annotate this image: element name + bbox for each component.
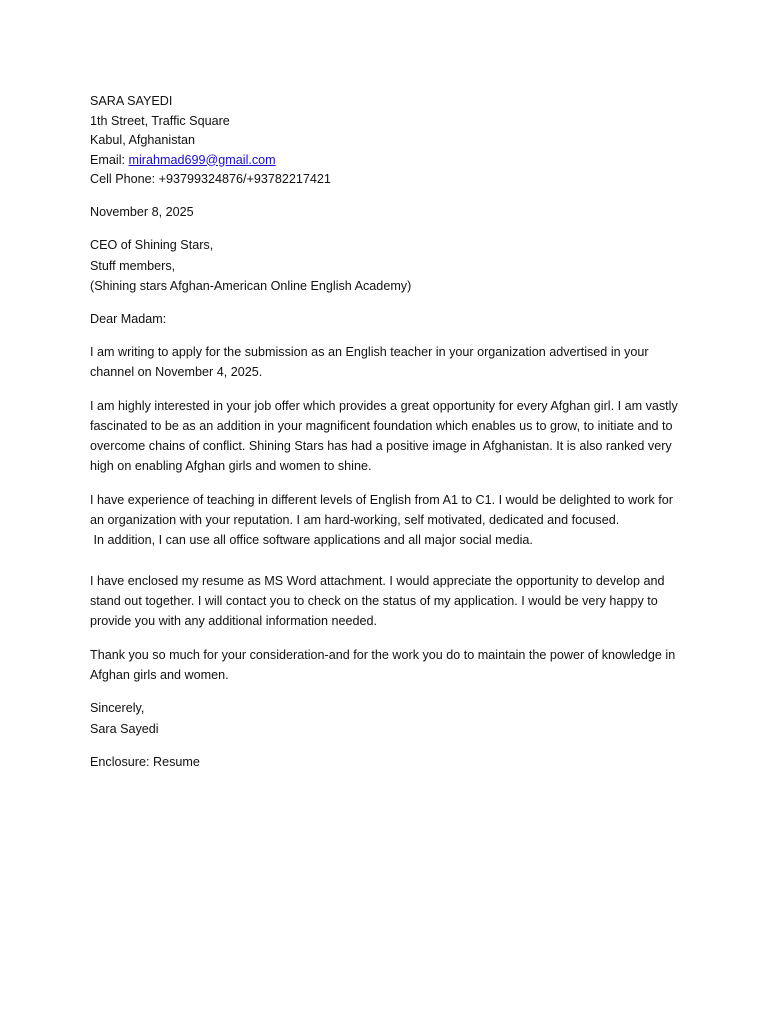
body-paragraph-3: I have experience of teaching in different levels of English from A1 to C1. I would be delighted to work for an organization with your reputation. I am hard-working, self motivated, dedicated and focused. [90,492,673,528]
recipient-line-2: Stuff members, [90,258,176,273]
closing: Sincerely, [90,701,145,716]
body-paragraph-5: Thank you so much for your consideration-and for the work you do to maintain the power of knowledge in Afghan girls and women. [90,647,676,682]
body-paragraph-2: I am highly interested in your job offer which provides a great opportunity for every Afghan girl. I am vastly fascinated to be as an addition in your magnificent foundation which enables us to grow, to initiate and to overcome chains of conflict. Shining Stars has had a positive image in Afghanistan. It is also ranked very high on enabling Afghan girls and women to shine. [90,398,678,474]
sender-block [90,92,680,190]
body-paragraph-1: I am writing to apply for the submission as an English teacher in your organization advertised in your channel on November 4, 2025. [90,345,649,380]
body-paragraph-3b: In addition, I can use all office software applications and all major social media. [90,533,533,548]
email-label: Email: [90,152,129,167]
recipient-line-1: CEO of Shining Stars, [90,238,214,252]
recipient-block [90,235,680,297]
sender-city: Kabul, Afghanistan [90,133,196,147]
email-link[interactable]: mirahmad699@gmail.com [128,152,276,167]
sender-phone: Cell Phone: +93799324876/+93782217421 [90,172,331,186]
signature: Sara Sayedi [90,721,159,736]
sender-name: SARA SAYEDI [90,94,173,108]
letter-date: November 8, 2025 [90,204,194,219]
sender-email-line [90,151,680,171]
enclosure: Enclosure: Resume [90,755,200,770]
cover-letter [90,92,680,773]
sender-street: 1th Street, Traffic Square [90,113,230,128]
body-paragraph-4: I have enclosed my resume as MS Word attachment. I would appreciate the opportunity to develop and stand out together. I will contact you to check on the status of my application. I would be very happy to provide you with any additional information needed. [90,573,665,629]
recipient-line-3: (Shining stars Afghan-American Online English Academy) [90,279,412,293]
salutation: Dear Madam: [90,311,167,326]
